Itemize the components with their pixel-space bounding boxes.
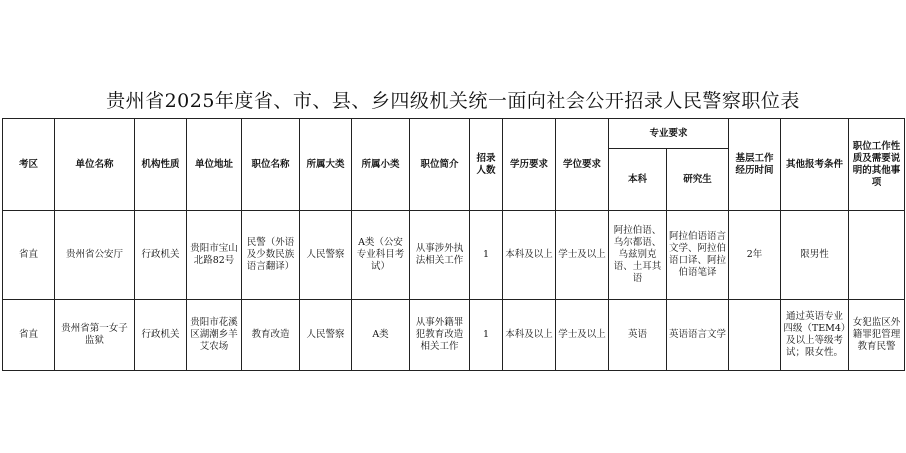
cell-notes: 女犯监区外籍罪犯管理教育民警 <box>849 300 905 371</box>
cell-area: 省直 <box>3 211 55 300</box>
cell-notes <box>849 211 905 300</box>
header-notes: 职位工作性质及需要说明的其他事项 <box>849 119 905 211</box>
header-position: 职位名称 <box>242 119 300 211</box>
header-unit-name: 单位名称 <box>55 119 135 211</box>
cell-other: 通过英语专业四级（TEM4）及以上等级考试；限女性。 <box>781 300 849 371</box>
cell-org-type: 行政机关 <box>135 211 187 300</box>
header-degree: 学位要求 <box>556 119 609 211</box>
header-other: 其他报考条件 <box>781 119 849 211</box>
cell-undergrad: 阿拉伯语、乌尔都语、乌兹别克语、土耳其语 <box>609 211 667 300</box>
cell-org-type: 行政机关 <box>135 300 187 371</box>
cell-count: 1 <box>470 300 503 371</box>
header-postgrad: 研究生 <box>667 149 729 211</box>
cell-position: 民警（外语及少数民族语言翻译） <box>242 211 300 300</box>
cell-degree: 学士及以上 <box>556 211 609 300</box>
header-count: 招录人数 <box>470 119 503 211</box>
cell-unit-name: 贵州省公安厅 <box>55 211 135 300</box>
cell-address: 贵阳市宝山北路82号 <box>187 211 242 300</box>
position-table <box>2 118 905 371</box>
cell-degree: 学士及以上 <box>556 300 609 371</box>
header-org-type: 机构性质 <box>135 119 187 211</box>
header-experience: 基层工作经历时间 <box>729 119 781 211</box>
header-undergrad: 本科 <box>609 149 667 211</box>
cell-undergrad: 英语 <box>609 300 667 371</box>
header-education: 学历要求 <box>503 119 556 211</box>
cell-unit-name: 贵州省第一女子监狱 <box>55 300 135 371</box>
header-area: 考区 <box>3 119 55 211</box>
cell-experience <box>729 300 781 371</box>
cell-other: 限男性 <box>781 211 849 300</box>
page-title: 贵州省2025年度省、市、县、乡四级机关统一面向社会公开招录人民警察职位表 <box>106 90 800 112</box>
cell-subcategory: A类（公安专业科目考试） <box>352 211 410 300</box>
header-address: 单位地址 <box>187 119 242 211</box>
cell-subcategory: A类 <box>352 300 410 371</box>
cell-education: 本科及以上 <box>503 211 556 300</box>
cell-address: 贵阳市花溪区湖潮乡羊艾农场 <box>187 300 242 371</box>
header-category: 所属大类 <box>300 119 352 211</box>
cell-count: 1 <box>470 211 503 300</box>
header-intro: 职位简介 <box>410 119 470 211</box>
cell-intro: 从事涉外执法相关工作 <box>410 211 470 300</box>
cell-experience: 2年 <box>729 211 781 300</box>
cell-postgrad: 阿拉伯语语言文学、阿拉伯语口译、阿拉伯语笔译 <box>667 211 729 300</box>
cell-position: 教育改造 <box>242 300 300 371</box>
cell-education: 本科及以上 <box>503 300 556 371</box>
header-major-group: 专业要求 <box>609 119 729 149</box>
table-row <box>3 300 905 371</box>
table-row <box>3 211 905 300</box>
cell-area: 省直 <box>3 300 55 371</box>
cell-category: 人民警察 <box>300 211 352 300</box>
cell-category: 人民警察 <box>300 300 352 371</box>
cell-intro: 从事外籍罪犯教育改造相关工作 <box>410 300 470 371</box>
header-subcategory: 所属小类 <box>352 119 410 211</box>
cell-postgrad: 英语语言文学 <box>667 300 729 371</box>
